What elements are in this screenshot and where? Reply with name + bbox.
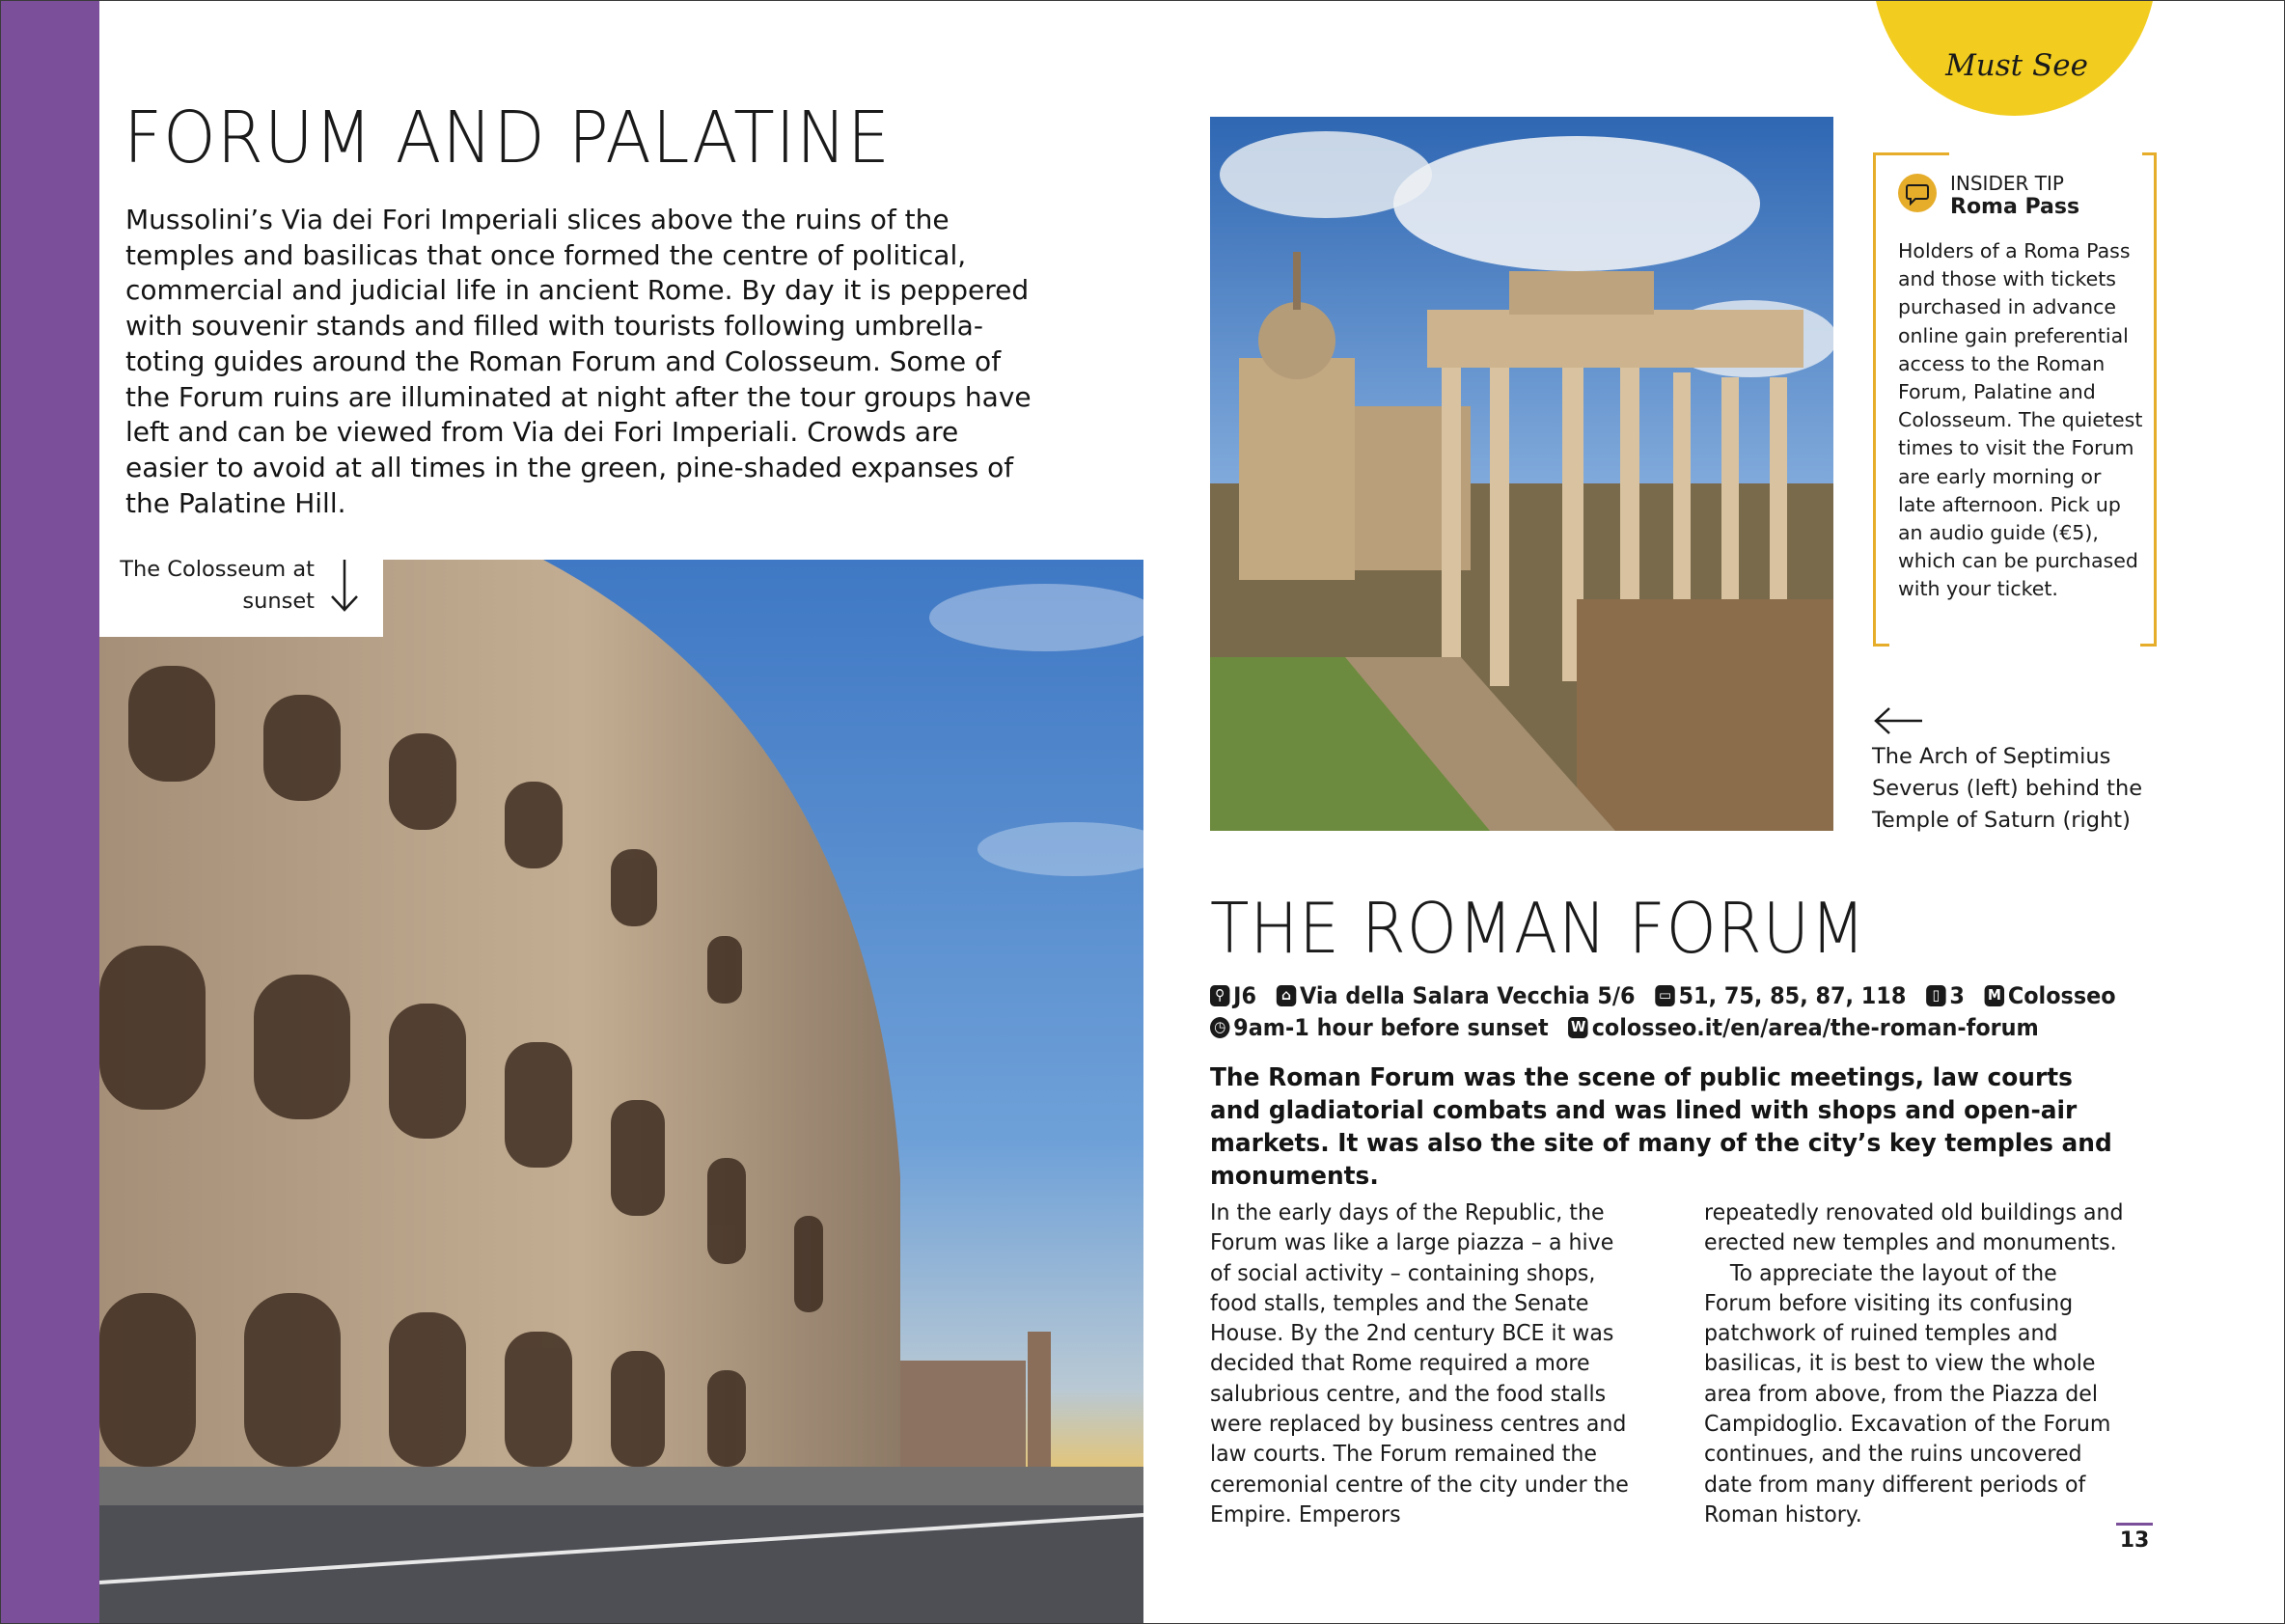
arrow-down-icon xyxy=(328,558,361,614)
address: Via della Salara Vecchia 5/6 xyxy=(1300,982,1636,1009)
column-2-paragraph-2: To appreciate the layout of the Forum before visiting its confusing patchwork of ruined temples and basilicas, it is best to view the whole area from above, from the Piazza del Campidoglio. Excavation of the Forum continues, and the ruins uncovered date from many different periods of Roman history. xyxy=(1704,1260,2111,1528)
website-link[interactable]: colosseo.it/en/area/the-roman-forum xyxy=(1591,1014,2039,1041)
must-see-label: Must See xyxy=(1945,48,2088,83)
clock-icon: ◷ xyxy=(1210,1017,1229,1038)
column-2-paragraph-1: repeatedly renovated old buildings and erected new temples and monuments. xyxy=(1704,1200,2124,1256)
info-line-1 xyxy=(1210,982,2116,1009)
metro-icon: M xyxy=(1985,985,2004,1006)
map-ref: J6 xyxy=(1233,982,1257,1009)
arrow-left-icon xyxy=(1872,704,1924,737)
folio-rule xyxy=(2116,1523,2153,1526)
web-icon: W xyxy=(1569,1017,1588,1038)
bus-icon: ▭ xyxy=(1655,985,1674,1006)
roman-forum-lede: The Roman Forum was the scene of public meetings, law courts and gladiatorial combats and was lined with shops and open-air markets. It was also the site of many of the city’s key temples and monuments. xyxy=(1210,1063,2112,1191)
roman-forum-title: THE ROMAN FORUM xyxy=(1210,888,1867,969)
insider-tip-title: Roma Pass xyxy=(1950,195,2080,219)
tram-routes: 3 xyxy=(1949,982,1965,1009)
bus-routes: 51, 75, 85, 87, 118 xyxy=(1678,982,1907,1009)
section-intro: Mussolini’s Via dei Fori Imperiali slices above the ruins of the temples and basilicas that once formed the centre of political, commercial and judicial life in ancient Rome. By day it is peppered with souvenir stands and filled with tourists following umbrella-toting guides around the Roman Forum and Colosseum. Some of the Forum ruins are illuminated at night after the tour groups have left and can be viewed from Via dei Fori Imperiali. Crowds are easier to avoid at all times in the green, pine-shaded expanses of the Palatine Hill. xyxy=(125,204,1032,519)
metro-station: Colosseo xyxy=(2007,982,2116,1009)
forum-caption: The Arch of Septimius Severus (left) behind the Temple of Saturn (right) xyxy=(1872,744,2143,833)
speech-bubble-icon xyxy=(1898,174,1937,212)
page-number: 13 xyxy=(2119,1528,2150,1553)
opening-hours: 9am-1 hour before sunset xyxy=(1233,1014,1549,1041)
home-icon: ⌂ xyxy=(1277,985,1296,1006)
tram-icon: ▯ xyxy=(1926,985,1945,1006)
purple-sidebar xyxy=(0,0,99,1624)
body-column-1: In the early days of the Republic, the Forum was like a large piazza – a hive of social activity – containing shops, food stalls, temples and the Senate House. By the 2nd century BCE it was decided that Rome required a more salubrious centre, and the food stalls were replaced by business centres and law courts. The Forum remained the ceremonial centre of the city under the Empire. Emperors xyxy=(1210,1200,1629,1528)
info-line-2 xyxy=(1210,1014,2039,1041)
tip-box-top-gap xyxy=(1949,145,2142,158)
section-title: FORUM AND PALATINE xyxy=(124,96,891,179)
map-pin-icon: ⚲ xyxy=(1210,985,1229,1006)
insider-tip-body: Holders of a Roma Pass and those with tickets purchased in advance online gain preferential access to the Roman Forum, Palatine and Colosseum. The quietest times to visit the Forum are early morning or late afternoon. Pick up an audio guide (€5), which can be purchased with your ticket. xyxy=(1898,239,2143,601)
body-column-2 xyxy=(1704,1198,2126,1530)
colosseum-photo xyxy=(99,560,1143,1624)
colosseum-caption: The Colosseum at sunset xyxy=(120,557,315,614)
forum-photo xyxy=(1210,117,1833,831)
insider-tip-kicker: INSIDER TIP xyxy=(1950,172,2064,195)
tip-box-bottom-gap xyxy=(1889,639,2140,652)
